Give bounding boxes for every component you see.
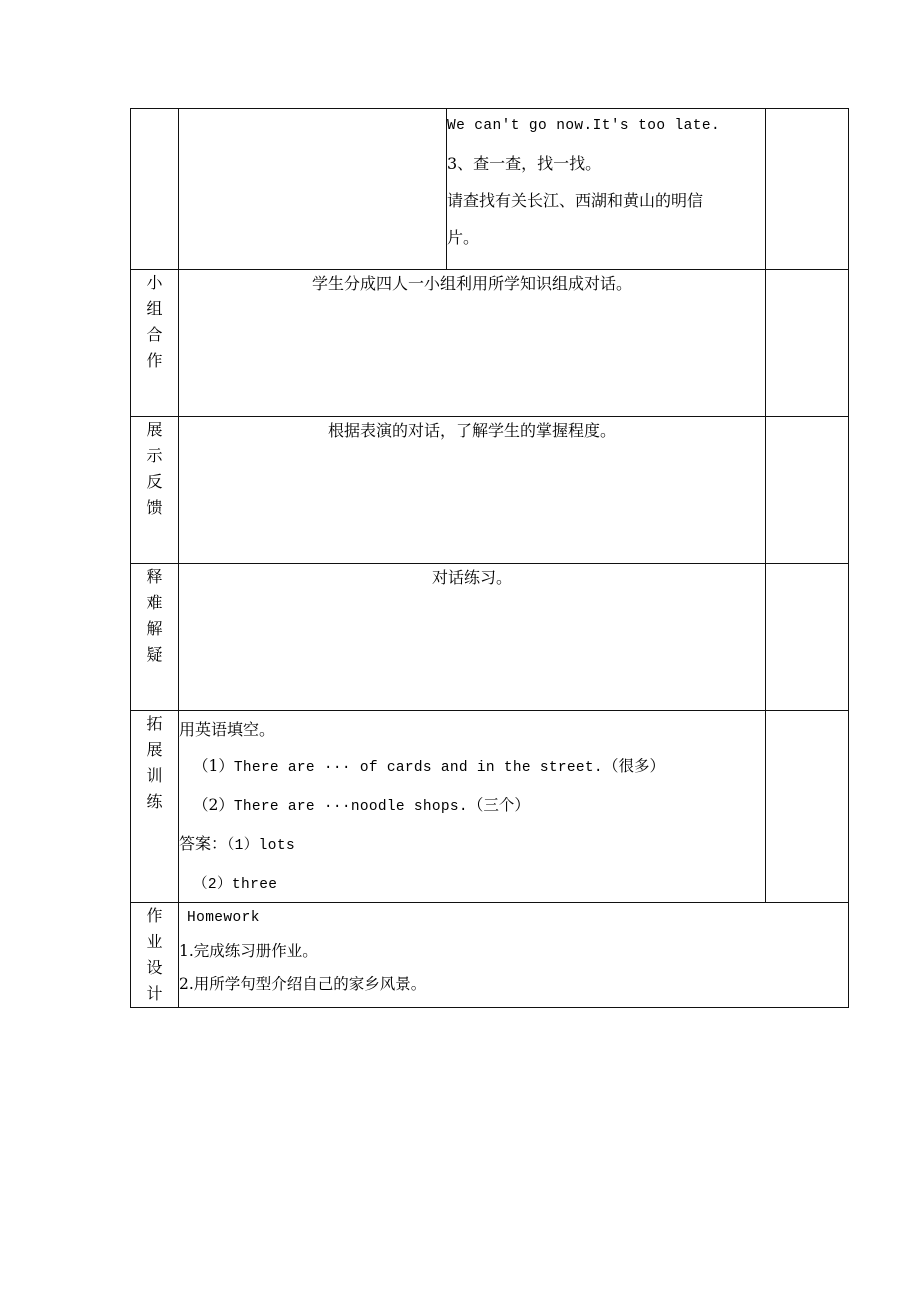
row-middle-cell-continuation — [179, 109, 447, 270]
lesson-plan-table — [130, 108, 849, 1008]
label-char: 小 — [146, 273, 163, 292]
label-char: 示 — [146, 445, 163, 465]
label-char: 作 — [146, 350, 163, 370]
homework-item-2: 2.用所学句型介绍自己的家乡风景。 — [179, 974, 427, 993]
content-text: 根据表演的对话，了解学生的掌握程度。 — [327, 421, 616, 440]
answer-value-2: （2）three — [193, 876, 278, 893]
label-char: 拓 — [146, 714, 163, 733]
table-row — [131, 903, 849, 1008]
table-row — [131, 270, 849, 417]
row-label-stack — [131, 903, 178, 1007]
row-content-cell-presentation-feedback — [179, 417, 766, 564]
homework-item-1: 1.完成练习册作业。 — [179, 941, 318, 960]
row-label-cell-extension-training — [131, 711, 179, 903]
label-char: 作 — [146, 906, 163, 926]
row-right-cell-continuation — [766, 109, 849, 270]
row-content-cell-clarify-doubts — [179, 564, 766, 711]
label-char: 释 — [146, 567, 163, 586]
label-char: 设 — [146, 958, 163, 978]
content-text: 对话练习。 — [431, 568, 512, 587]
exercise-item-1 — [179, 748, 765, 787]
exercise-instruction: 用英语填空。 — [179, 720, 276, 739]
label-char: 难 — [146, 592, 163, 612]
label-char: 反 — [146, 471, 163, 491]
content-line-cn-3: 片。 — [447, 227, 480, 247]
row-label-cell-clarify-doubts — [131, 564, 179, 711]
answer-line-1 — [179, 825, 765, 864]
exercise-item-1-sentence: There are ··· of cards and in the street. — [233, 760, 603, 777]
row-label-cell-presentation-feedback — [131, 417, 179, 564]
row-label-cell-group-work — [131, 270, 179, 417]
content-text: 学生分成四人一小组利用所学知识组成对话。 — [311, 274, 632, 293]
row-label-cell-continuation — [131, 109, 179, 270]
label-char: 展 — [146, 739, 163, 759]
label-char: 组 — [146, 298, 163, 318]
answer-label: 答案： — [179, 834, 228, 854]
row-content-cell-group-work — [179, 270, 766, 417]
label-char: 馈 — [146, 497, 163, 517]
answer-value-1: （1）lots — [227, 838, 296, 855]
content-line-cn-2: 请查找有关长江、西湖和黄山的明信 — [447, 190, 704, 210]
label-char: 展 — [146, 420, 163, 439]
row-right-cell-group-work — [766, 270, 849, 417]
row-content-cell-extension-training — [179, 711, 766, 903]
row-right-cell-extension-training — [766, 711, 849, 903]
exercise-item-2-sentence: There are ···noodle shops. — [233, 798, 468, 815]
row-label-cell-homework — [131, 903, 179, 1008]
label-char: 训 — [146, 765, 163, 785]
exercise-item-2 — [179, 787, 765, 826]
row-label-stack — [131, 270, 178, 374]
content-line-cn-1: 3、查一查，找一找。 — [447, 153, 602, 173]
label-char: 计 — [146, 984, 163, 1004]
label-char: 练 — [146, 791, 163, 811]
label-char: 业 — [146, 932, 163, 952]
row-content-cell-continuation — [447, 109, 766, 270]
row-label-stack — [131, 417, 178, 521]
table-row — [131, 564, 849, 711]
content-line-en: We can't go now.It's too late. — [447, 118, 721, 134]
table-row — [131, 109, 849, 270]
row-label-stack — [131, 711, 178, 815]
table-row — [131, 417, 849, 564]
label-char: 疑 — [146, 644, 163, 664]
exercise-item-1-hint: （很多） — [602, 757, 665, 776]
exercise-item-2-number: （2） — [193, 795, 234, 814]
row-right-cell-presentation-feedback — [766, 417, 849, 564]
row-right-cell-clarify-doubts — [766, 564, 849, 711]
label-char: 解 — [146, 618, 163, 638]
table-row — [131, 711, 849, 903]
label-char: 合 — [146, 324, 163, 344]
row-label-stack — [131, 564, 178, 668]
exercise-item-2-hint: （三个） — [467, 795, 530, 814]
answer-line-2 — [179, 864, 765, 903]
row-content-cell-homework — [179, 903, 849, 1008]
exercise-item-1-number: （1） — [193, 757, 234, 776]
homework-heading: Homework — [187, 910, 260, 927]
